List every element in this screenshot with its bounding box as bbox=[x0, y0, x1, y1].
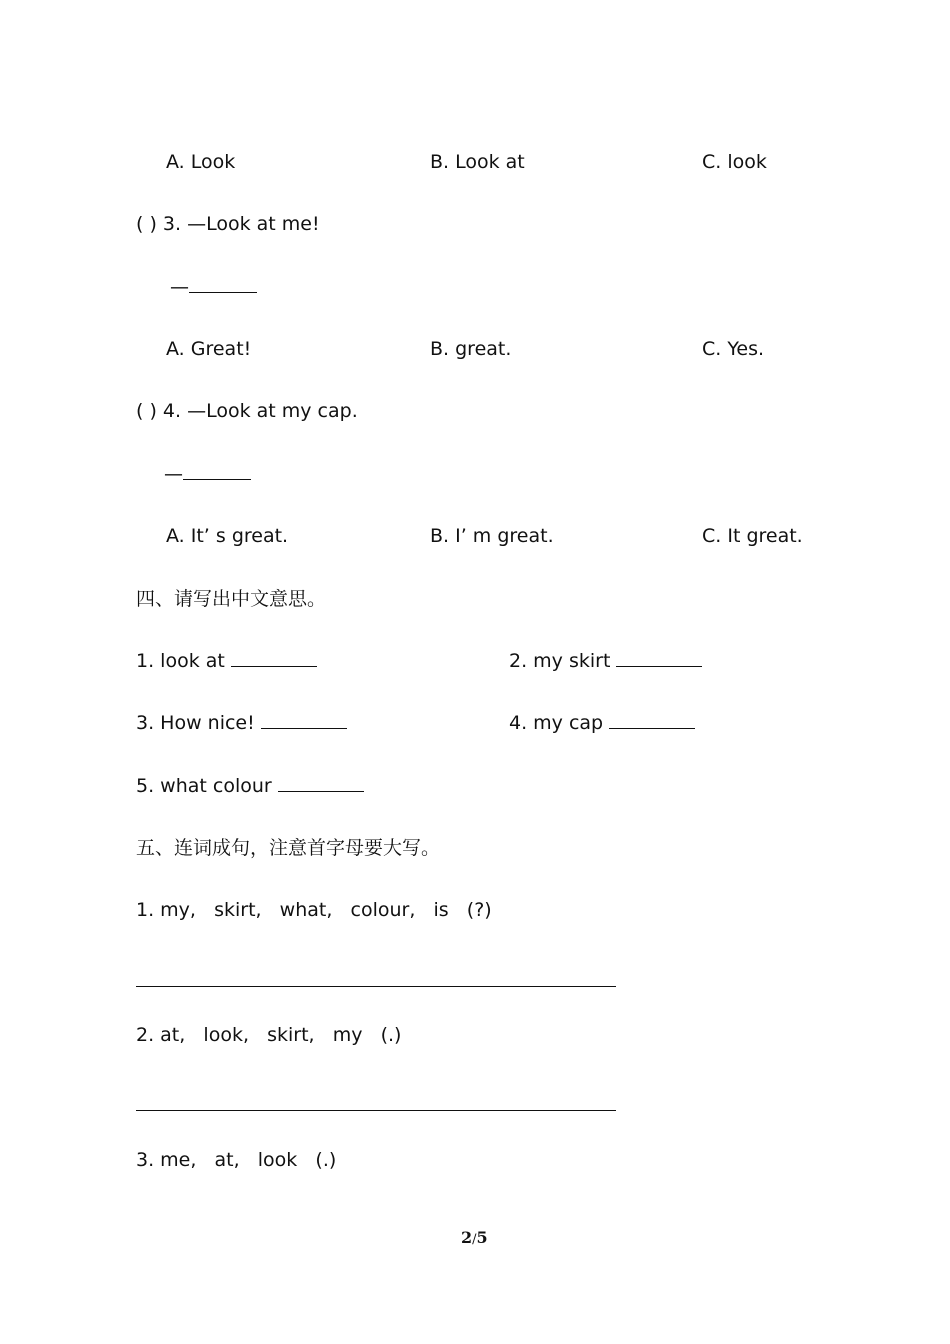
s5-item-2: 2. at, look, skirt, my (.) bbox=[136, 1024, 402, 1046]
s4-item-3-text: 3. How nice! bbox=[136, 712, 255, 734]
s4-item-5-text: 5. what colour bbox=[136, 775, 272, 797]
q3-option-b: B. great. bbox=[430, 338, 512, 360]
q3-answer-blank[interactable] bbox=[189, 274, 257, 293]
q3-question: ( ) 3. —Look at me! bbox=[136, 213, 320, 235]
q2-option-c: C. look bbox=[702, 151, 767, 173]
q4-option-b: B. I’ m great. bbox=[430, 525, 554, 547]
q4-dash: — bbox=[164, 463, 183, 485]
s4-item-1-text: 1. look at bbox=[136, 650, 225, 672]
s4-item-1-blank[interactable] bbox=[231, 648, 317, 667]
q2-option-a: A. Look bbox=[166, 151, 236, 173]
s4-item-1 bbox=[136, 648, 317, 674]
s5-answer-line-1[interactable] bbox=[136, 986, 616, 987]
s4-item-5-blank[interactable] bbox=[278, 773, 364, 792]
q3-option-a: A. Great! bbox=[166, 338, 252, 360]
q3-option-c: C. Yes. bbox=[702, 338, 765, 360]
q4-answer-blank[interactable] bbox=[183, 461, 251, 480]
s5-item-3: 3. me, at, look (.) bbox=[136, 1149, 337, 1171]
s4-item-2-text: 2. my skirt bbox=[509, 650, 611, 672]
s4-item-5 bbox=[136, 773, 364, 799]
s4-item-2 bbox=[509, 648, 702, 674]
q4-answer-line[interactable] bbox=[164, 461, 251, 487]
s5-answer-line-2[interactable] bbox=[136, 1110, 616, 1111]
page-current: 2 bbox=[461, 1228, 473, 1247]
q4-option-c: C. It great. bbox=[702, 525, 803, 547]
s5-item-1: 1. my, skirt, what, colour, is (?) bbox=[136, 899, 492, 921]
s4-item-3 bbox=[136, 710, 347, 736]
section4-heading: 四、请写出中文意思。 bbox=[136, 588, 327, 610]
section5-heading: 五、连词成句，注意首字母要大写。 bbox=[136, 837, 441, 859]
page-total: 5 bbox=[476, 1228, 488, 1247]
s4-item-4 bbox=[509, 710, 695, 736]
q4-question: ( ) 4. —Look at my cap. bbox=[136, 400, 358, 422]
q3-dash: — bbox=[170, 276, 189, 298]
s4-item-2-blank[interactable] bbox=[616, 648, 702, 667]
page-separator: / bbox=[472, 1232, 477, 1247]
s4-item-3-blank[interactable] bbox=[261, 710, 347, 729]
q4-option-a: A. It’ s great. bbox=[166, 525, 289, 547]
s4-item-4-blank[interactable] bbox=[609, 710, 695, 729]
q2-option-b: B. Look at bbox=[430, 151, 525, 173]
s4-item-4-text: 4. my cap bbox=[509, 712, 604, 734]
q3-answer-line[interactable] bbox=[170, 274, 257, 300]
page-number bbox=[461, 1228, 488, 1247]
